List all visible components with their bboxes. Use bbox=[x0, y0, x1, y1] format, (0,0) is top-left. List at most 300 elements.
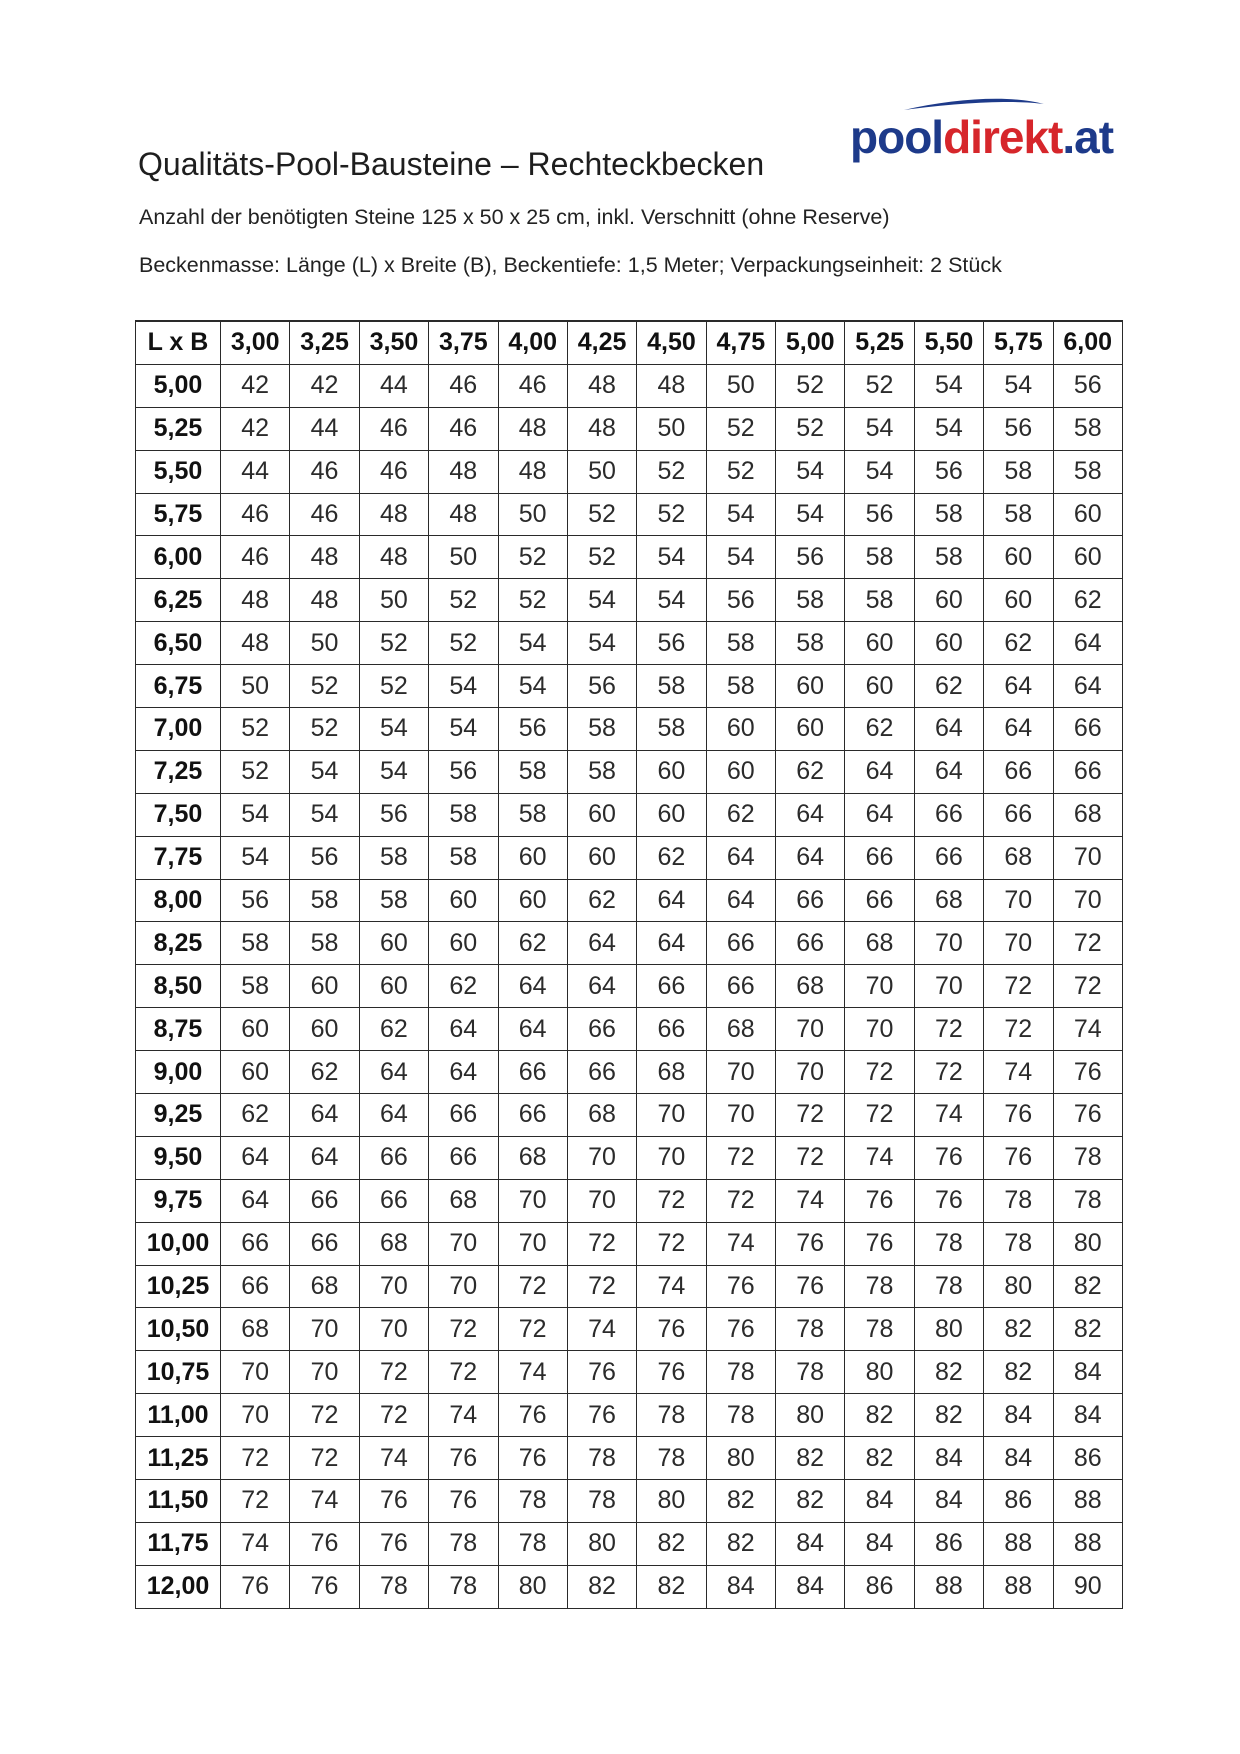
table-cell-count: 70 bbox=[221, 1351, 290, 1394]
table-cell-count: 62 bbox=[637, 836, 706, 879]
table-cell-count: 82 bbox=[1053, 1265, 1123, 1308]
table-cell-count: 66 bbox=[914, 793, 983, 836]
table-cell-count: 72 bbox=[290, 1394, 359, 1437]
row-header-length: 9,75 bbox=[136, 1179, 221, 1222]
table-cell-count: 58 bbox=[776, 622, 845, 665]
table-cell-count: 56 bbox=[359, 793, 428, 836]
table-cell-count: 76 bbox=[776, 1222, 845, 1265]
table-cell-count: 64 bbox=[637, 922, 706, 965]
table-cell-count: 60 bbox=[498, 836, 567, 879]
row-header-length: 5,75 bbox=[136, 493, 221, 536]
table-cell-count: 48 bbox=[221, 622, 290, 665]
table-cell-count: 70 bbox=[706, 1051, 775, 1094]
table-cell-count: 52 bbox=[567, 493, 636, 536]
logo-part-pool: pool bbox=[850, 111, 944, 163]
table-cell-count: 60 bbox=[914, 579, 983, 622]
row-header-length: 12,00 bbox=[136, 1565, 221, 1608]
table-cell-count: 82 bbox=[845, 1437, 914, 1480]
table-cell-count: 88 bbox=[1053, 1480, 1123, 1523]
table-cell-count: 72 bbox=[290, 1437, 359, 1480]
table-cell-count: 86 bbox=[914, 1522, 983, 1565]
table-cell-count: 66 bbox=[359, 1136, 428, 1179]
table-cell-count: 62 bbox=[498, 922, 567, 965]
table-cell-count: 72 bbox=[776, 1136, 845, 1179]
table-cell-count: 72 bbox=[359, 1394, 428, 1437]
table-cell-count: 78 bbox=[359, 1565, 428, 1608]
table-cell-count: 60 bbox=[1053, 493, 1123, 536]
row-header-length: 8,25 bbox=[136, 922, 221, 965]
table-cell-count: 58 bbox=[845, 579, 914, 622]
table-cell-count: 74 bbox=[845, 1136, 914, 1179]
table-cell-count: 70 bbox=[637, 1136, 706, 1179]
table-cell-count: 58 bbox=[498, 750, 567, 793]
table-row bbox=[136, 579, 1123, 622]
table-cell-count: 80 bbox=[498, 1565, 567, 1608]
table-row bbox=[136, 1308, 1123, 1351]
column-header-width: 4,50 bbox=[637, 321, 706, 364]
table-cell-count: 74 bbox=[498, 1351, 567, 1394]
column-header-width: 3,75 bbox=[429, 321, 498, 364]
table-cell-count: 64 bbox=[498, 1008, 567, 1051]
table-cell-count: 48 bbox=[567, 407, 636, 450]
page-title: Qualitäts-Pool-Bausteine – Rechteckbecken bbox=[138, 146, 765, 182]
table-cell-count: 60 bbox=[637, 750, 706, 793]
table-cell-count: 82 bbox=[984, 1351, 1053, 1394]
table-cell-count: 62 bbox=[290, 1051, 359, 1094]
table-cell-count: 68 bbox=[706, 1008, 775, 1051]
table-cell-count: 74 bbox=[984, 1051, 1053, 1094]
table-cell-count: 72 bbox=[984, 1008, 1053, 1051]
row-header-length: 6,25 bbox=[136, 579, 221, 622]
row-header-length: 8,75 bbox=[136, 1008, 221, 1051]
table-cell-count: 78 bbox=[776, 1308, 845, 1351]
logo-part-at: .at bbox=[1062, 111, 1114, 163]
logo-wordmark bbox=[850, 110, 1113, 164]
table-cell-count: 70 bbox=[429, 1265, 498, 1308]
table-cell-count: 54 bbox=[637, 536, 706, 579]
table-cell-count: 72 bbox=[498, 1308, 567, 1351]
table-cell-count: 56 bbox=[429, 750, 498, 793]
table-cell-count: 42 bbox=[221, 407, 290, 450]
table-cell-count: 48 bbox=[359, 536, 428, 579]
table-cell-count: 88 bbox=[984, 1522, 1053, 1565]
table-cell-count: 52 bbox=[429, 622, 498, 665]
table-cell-count: 70 bbox=[1053, 879, 1123, 922]
table-cell-count: 48 bbox=[429, 493, 498, 536]
table-cell-count: 66 bbox=[914, 836, 983, 879]
table-cell-count: 58 bbox=[637, 708, 706, 751]
table-cell-count: 48 bbox=[290, 536, 359, 579]
table-cell-count: 64 bbox=[498, 965, 567, 1008]
table-cell-count: 48 bbox=[498, 450, 567, 493]
table-cell-count: 72 bbox=[914, 1051, 983, 1094]
table-cell-count: 78 bbox=[706, 1394, 775, 1437]
table-cell-count: 76 bbox=[498, 1437, 567, 1480]
table-cell-count: 76 bbox=[776, 1265, 845, 1308]
table-cell-count: 76 bbox=[706, 1265, 775, 1308]
table-cell-count: 68 bbox=[845, 922, 914, 965]
table-cell-count: 64 bbox=[429, 1051, 498, 1094]
table-row bbox=[136, 1565, 1123, 1608]
table-cell-count: 72 bbox=[706, 1179, 775, 1222]
table-cell-count: 76 bbox=[429, 1437, 498, 1480]
table-cell-count: 66 bbox=[1053, 708, 1123, 751]
table-cell-count: 64 bbox=[845, 793, 914, 836]
table-cell-count: 62 bbox=[914, 665, 983, 708]
table-cell-count: 66 bbox=[359, 1179, 428, 1222]
table-cell-count: 70 bbox=[1053, 836, 1123, 879]
table-cell-count: 78 bbox=[845, 1265, 914, 1308]
table-cell-count: 70 bbox=[845, 1008, 914, 1051]
table-cell-count: 54 bbox=[359, 750, 428, 793]
table-cell-count: 68 bbox=[776, 965, 845, 1008]
table-cell-count: 72 bbox=[1053, 965, 1123, 1008]
row-header-length: 11,75 bbox=[136, 1522, 221, 1565]
table-cell-count: 80 bbox=[845, 1351, 914, 1394]
table-cell-count: 58 bbox=[290, 922, 359, 965]
column-header-width: 3,50 bbox=[359, 321, 428, 364]
table-cell-count: 64 bbox=[359, 1094, 428, 1137]
table-cell-count: 68 bbox=[914, 879, 983, 922]
table-cell-count: 66 bbox=[567, 1051, 636, 1094]
table-cell-count: 64 bbox=[706, 879, 775, 922]
table-cell-count: 72 bbox=[776, 1094, 845, 1137]
table-cell-count: 58 bbox=[914, 536, 983, 579]
logo-part-direkt: direkt bbox=[943, 111, 1063, 163]
table-cell-count: 46 bbox=[221, 493, 290, 536]
table-cell-count: 58 bbox=[429, 793, 498, 836]
table-cell-count: 60 bbox=[845, 622, 914, 665]
table-cell-count: 82 bbox=[845, 1394, 914, 1437]
table-cell-count: 74 bbox=[776, 1179, 845, 1222]
table-cell-count: 50 bbox=[290, 622, 359, 665]
table-cell-count: 70 bbox=[359, 1265, 428, 1308]
table-cell-count: 46 bbox=[290, 450, 359, 493]
table-cell-count: 48 bbox=[429, 450, 498, 493]
table-cell-count: 66 bbox=[845, 879, 914, 922]
table-cell-count: 58 bbox=[984, 493, 1053, 536]
row-header-length: 5,25 bbox=[136, 407, 221, 450]
table-cell-count: 74 bbox=[1053, 1008, 1123, 1051]
table-cell-count: 90 bbox=[1053, 1565, 1123, 1608]
table-cell-count: 70 bbox=[498, 1179, 567, 1222]
table-cell-count: 60 bbox=[567, 793, 636, 836]
table-cell-count: 60 bbox=[290, 1008, 359, 1051]
table-cell-count: 58 bbox=[290, 879, 359, 922]
table-cell-count: 54 bbox=[498, 622, 567, 665]
table-cell-count: 70 bbox=[845, 965, 914, 1008]
column-header-width: 4,75 bbox=[706, 321, 775, 364]
table-cell-count: 54 bbox=[498, 665, 567, 708]
row-header-length: 5,50 bbox=[136, 450, 221, 493]
table-cell-count: 48 bbox=[498, 407, 567, 450]
table-cell-count: 58 bbox=[706, 622, 775, 665]
table-row bbox=[136, 836, 1123, 879]
table-cell-count: 76 bbox=[914, 1179, 983, 1222]
table-cell-count: 84 bbox=[845, 1522, 914, 1565]
table-cell-count: 46 bbox=[359, 407, 428, 450]
table-cell-count: 80 bbox=[706, 1437, 775, 1480]
table-cell-count: 60 bbox=[776, 665, 845, 708]
table-cell-count: 70 bbox=[914, 965, 983, 1008]
table-cell-count: 82 bbox=[1053, 1308, 1123, 1351]
table-cell-count: 52 bbox=[776, 407, 845, 450]
table-cell-count: 74 bbox=[706, 1222, 775, 1265]
table-cell-count: 56 bbox=[984, 407, 1053, 450]
table-cell-count: 84 bbox=[914, 1480, 983, 1523]
table-cell-count: 78 bbox=[567, 1437, 636, 1480]
table-row bbox=[136, 665, 1123, 708]
table-cell-count: 76 bbox=[914, 1136, 983, 1179]
table-cell-count: 78 bbox=[914, 1265, 983, 1308]
table-cell-count: 62 bbox=[776, 750, 845, 793]
table-cell-count: 64 bbox=[776, 836, 845, 879]
table-cell-count: 58 bbox=[776, 579, 845, 622]
table-cell-count: 88 bbox=[1053, 1522, 1123, 1565]
table-cell-count: 48 bbox=[567, 364, 636, 407]
table-cell-count: 56 bbox=[498, 708, 567, 751]
table-cell-count: 50 bbox=[359, 579, 428, 622]
table-cell-count: 72 bbox=[221, 1437, 290, 1480]
table-cell-count: 62 bbox=[984, 622, 1053, 665]
table-cell-count: 60 bbox=[984, 579, 1053, 622]
table-cell-count: 72 bbox=[984, 965, 1053, 1008]
table-row bbox=[136, 493, 1123, 536]
table-header-row bbox=[136, 321, 1123, 364]
table-cell-count: 66 bbox=[429, 1136, 498, 1179]
table-cell-count: 70 bbox=[776, 1051, 845, 1094]
table-cell-count: 60 bbox=[359, 965, 428, 1008]
table-cell-count: 66 bbox=[984, 793, 1053, 836]
table-cell-count: 52 bbox=[706, 450, 775, 493]
table-cell-count: 74 bbox=[637, 1265, 706, 1308]
table-cell-count: 58 bbox=[845, 536, 914, 579]
table-row bbox=[136, 922, 1123, 965]
table-cell-count: 78 bbox=[845, 1308, 914, 1351]
table-cell-count: 64 bbox=[429, 1008, 498, 1051]
table-cell-count: 80 bbox=[1053, 1222, 1123, 1265]
table-row bbox=[136, 1051, 1123, 1094]
table-cell-count: 46 bbox=[429, 407, 498, 450]
table-cell-count: 60 bbox=[706, 708, 775, 751]
table-cell-count: 56 bbox=[1053, 364, 1123, 407]
row-header-length: 10,75 bbox=[136, 1351, 221, 1394]
table-cell-count: 52 bbox=[706, 407, 775, 450]
column-header-width: 6,00 bbox=[1053, 321, 1123, 364]
table-cell-count: 72 bbox=[359, 1351, 428, 1394]
table-cell-count: 66 bbox=[290, 1222, 359, 1265]
table-cell-count: 66 bbox=[498, 1094, 567, 1137]
table-cell-count: 74 bbox=[914, 1094, 983, 1137]
table-cell-count: 54 bbox=[290, 750, 359, 793]
table-cell-count: 60 bbox=[429, 879, 498, 922]
table-cell-count: 50 bbox=[221, 665, 290, 708]
table-cell-count: 46 bbox=[359, 450, 428, 493]
table-cell-count: 54 bbox=[221, 793, 290, 836]
table-cell-count: 58 bbox=[567, 708, 636, 751]
table-cell-count: 76 bbox=[984, 1136, 1053, 1179]
table-cell-count: 74 bbox=[359, 1437, 428, 1480]
table-cell-count: 64 bbox=[567, 965, 636, 1008]
table-cell-count: 48 bbox=[359, 493, 428, 536]
table-cell-count: 62 bbox=[706, 793, 775, 836]
table-cell-count: 44 bbox=[359, 364, 428, 407]
table-cell-count: 60 bbox=[221, 1008, 290, 1051]
row-header-length: 9,50 bbox=[136, 1136, 221, 1179]
table-cell-count: 54 bbox=[429, 665, 498, 708]
table-cell-count: 64 bbox=[567, 922, 636, 965]
table-cell-count: 80 bbox=[567, 1522, 636, 1565]
table-row bbox=[136, 965, 1123, 1008]
table-cell-count: 68 bbox=[359, 1222, 428, 1265]
table-row bbox=[136, 1094, 1123, 1137]
table-cell-count: 66 bbox=[706, 965, 775, 1008]
table-cell-count: 76 bbox=[429, 1480, 498, 1523]
table-cell-count: 48 bbox=[637, 364, 706, 407]
table-row bbox=[136, 793, 1123, 836]
table-cell-count: 66 bbox=[498, 1051, 567, 1094]
table-cell-count: 82 bbox=[706, 1522, 775, 1565]
table-cell-count: 48 bbox=[290, 579, 359, 622]
table-row bbox=[136, 364, 1123, 407]
table-cell-count: 66 bbox=[776, 922, 845, 965]
table-cell-count: 68 bbox=[290, 1265, 359, 1308]
table-cell-count: 52 bbox=[221, 708, 290, 751]
table-cell-count: 78 bbox=[567, 1480, 636, 1523]
table-cell-count: 82 bbox=[776, 1480, 845, 1523]
table-cell-count: 68 bbox=[637, 1051, 706, 1094]
table-cell-count: 82 bbox=[637, 1565, 706, 1608]
table-cell-count: 54 bbox=[706, 536, 775, 579]
table-row bbox=[136, 1265, 1123, 1308]
table-cell-count: 72 bbox=[845, 1051, 914, 1094]
table-cell-count: 60 bbox=[637, 793, 706, 836]
table-cell-count: 64 bbox=[290, 1094, 359, 1137]
table-cell-count: 66 bbox=[429, 1094, 498, 1137]
table-cell-count: 64 bbox=[1053, 622, 1123, 665]
table-row bbox=[136, 1522, 1123, 1565]
table-cell-count: 52 bbox=[498, 536, 567, 579]
table-cell-count: 44 bbox=[290, 407, 359, 450]
table-cell-count: 78 bbox=[984, 1222, 1053, 1265]
table-cell-count: 86 bbox=[1053, 1437, 1123, 1480]
table-cell-count: 44 bbox=[221, 450, 290, 493]
table-cell-count: 82 bbox=[914, 1351, 983, 1394]
table-cell-count: 72 bbox=[1053, 922, 1123, 965]
table-cell-count: 52 bbox=[359, 622, 428, 665]
row-header-length: 7,50 bbox=[136, 793, 221, 836]
table-cell-count: 56 bbox=[845, 493, 914, 536]
table-cell-count: 70 bbox=[567, 1136, 636, 1179]
table-row bbox=[136, 1008, 1123, 1051]
row-header-length: 5,00 bbox=[136, 364, 221, 407]
table-cell-count: 60 bbox=[914, 622, 983, 665]
table-cell-count: 78 bbox=[914, 1222, 983, 1265]
table-cell-count: 58 bbox=[914, 493, 983, 536]
table-cell-count: 68 bbox=[498, 1136, 567, 1179]
table-cell-count: 76 bbox=[498, 1394, 567, 1437]
table-cell-count: 58 bbox=[498, 793, 567, 836]
table-cell-count: 72 bbox=[429, 1351, 498, 1394]
table-cell-count: 50 bbox=[567, 450, 636, 493]
table-cell-count: 54 bbox=[914, 407, 983, 450]
table-cell-count: 60 bbox=[221, 1051, 290, 1094]
table-cell-count: 74 bbox=[290, 1480, 359, 1523]
table-cell-count: 66 bbox=[845, 836, 914, 879]
table-cell-count: 60 bbox=[429, 922, 498, 965]
table-cell-count: 82 bbox=[637, 1522, 706, 1565]
table-cell-count: 54 bbox=[221, 836, 290, 879]
table-cell-count: 70 bbox=[221, 1394, 290, 1437]
table-cell-count: 54 bbox=[845, 450, 914, 493]
column-header-width: 5,25 bbox=[845, 321, 914, 364]
table-cell-count: 78 bbox=[498, 1480, 567, 1523]
table-cell-count: 46 bbox=[429, 364, 498, 407]
table-cell-count: 70 bbox=[429, 1222, 498, 1265]
table-cell-count: 72 bbox=[706, 1136, 775, 1179]
table-cell-count: 76 bbox=[567, 1351, 636, 1394]
column-header-width: 5,50 bbox=[914, 321, 983, 364]
table-cell-count: 66 bbox=[221, 1222, 290, 1265]
row-header-length: 10,50 bbox=[136, 1308, 221, 1351]
table-cell-count: 80 bbox=[984, 1265, 1053, 1308]
table-cell-count: 64 bbox=[637, 879, 706, 922]
table-cell-count: 52 bbox=[290, 708, 359, 751]
table-cell-count: 80 bbox=[776, 1394, 845, 1437]
table-cell-count: 48 bbox=[221, 579, 290, 622]
table-row bbox=[136, 407, 1123, 450]
table-cell-count: 46 bbox=[221, 536, 290, 579]
table-cell-count: 76 bbox=[290, 1522, 359, 1565]
column-header-width: 3,00 bbox=[221, 321, 290, 364]
table-cell-count: 54 bbox=[637, 579, 706, 622]
table-cell-count: 78 bbox=[637, 1394, 706, 1437]
table-cell-count: 64 bbox=[290, 1136, 359, 1179]
table-cell-count: 76 bbox=[637, 1308, 706, 1351]
table-cell-count: 76 bbox=[567, 1394, 636, 1437]
table-row bbox=[136, 1351, 1123, 1394]
table-row bbox=[136, 536, 1123, 579]
table-cell-count: 46 bbox=[498, 364, 567, 407]
table-cell-count: 64 bbox=[706, 836, 775, 879]
table-cell-count: 54 bbox=[984, 364, 1053, 407]
table-cell-count: 82 bbox=[567, 1565, 636, 1608]
table-cell-count: 68 bbox=[984, 836, 1053, 879]
table-cell-count: 64 bbox=[776, 793, 845, 836]
table-cell-count: 78 bbox=[1053, 1136, 1123, 1179]
table-cell-count: 84 bbox=[1053, 1351, 1123, 1394]
table-cell-count: 78 bbox=[429, 1565, 498, 1608]
table-cell-count: 76 bbox=[290, 1565, 359, 1608]
stones-table bbox=[135, 320, 1123, 1609]
table-cell-count: 52 bbox=[776, 364, 845, 407]
table-cell-count: 76 bbox=[845, 1179, 914, 1222]
table-cell-count: 70 bbox=[706, 1094, 775, 1137]
table-cell-count: 56 bbox=[290, 836, 359, 879]
table-cell-count: 58 bbox=[567, 750, 636, 793]
column-header-width: 5,75 bbox=[984, 321, 1053, 364]
table-cell-count: 86 bbox=[984, 1480, 1053, 1523]
table-row bbox=[136, 1222, 1123, 1265]
table-cell-count: 70 bbox=[290, 1351, 359, 1394]
row-header-length: 7,75 bbox=[136, 836, 221, 879]
table-cell-count: 56 bbox=[914, 450, 983, 493]
table-cell-count: 56 bbox=[637, 622, 706, 665]
table-cell-count: 86 bbox=[845, 1565, 914, 1608]
table-cell-count: 88 bbox=[914, 1565, 983, 1608]
table-cell-count: 58 bbox=[984, 450, 1053, 493]
table-cell-count: 54 bbox=[845, 407, 914, 450]
